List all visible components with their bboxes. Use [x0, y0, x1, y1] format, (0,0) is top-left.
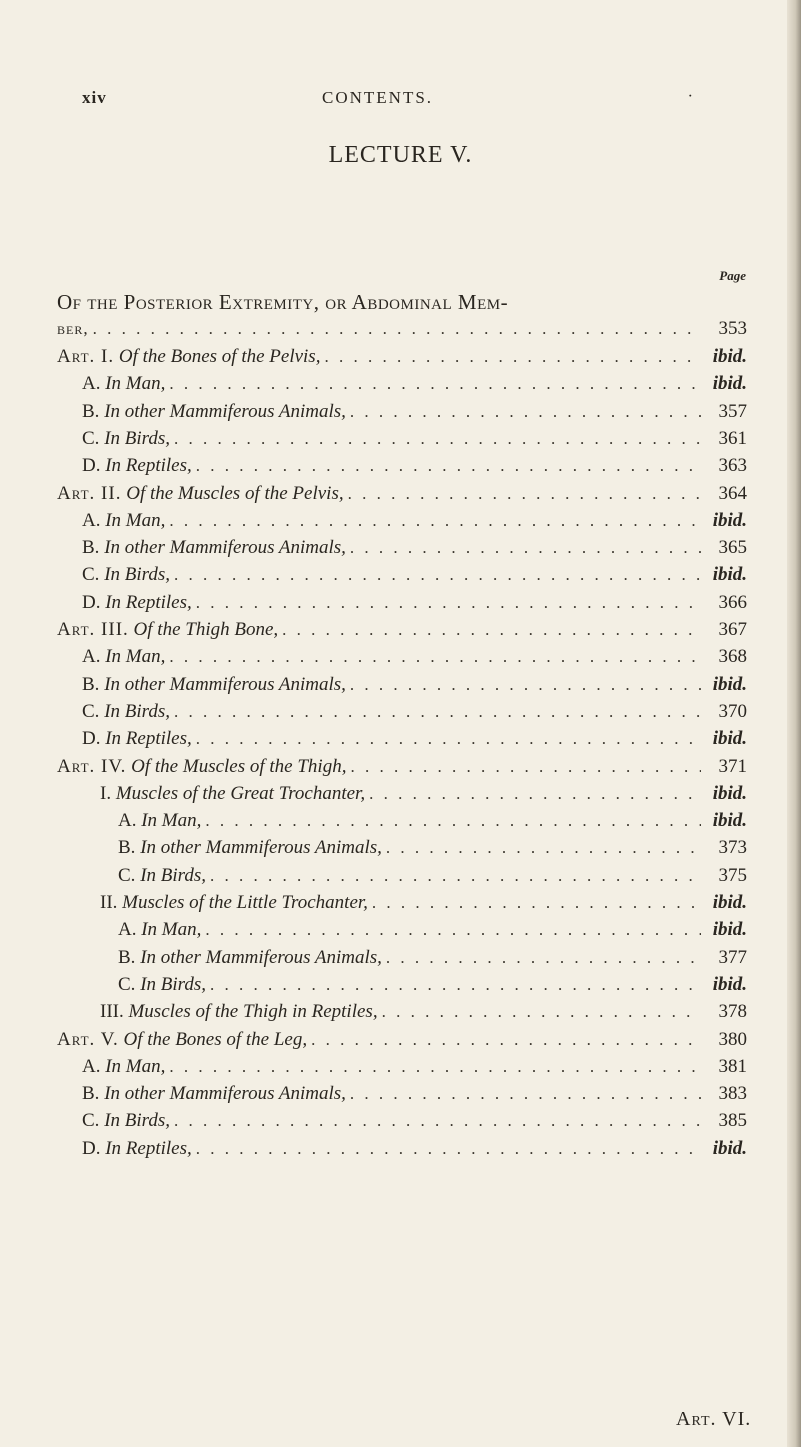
toc-entry-lead: [82, 646, 165, 668]
toc-entry-lead: [118, 947, 382, 969]
toc-entry-label: Art. II.: [57, 482, 122, 504]
toc-entry-lead: [100, 783, 365, 805]
toc-entry-lead: [82, 592, 192, 614]
toc-entry[interactable]: [100, 783, 747, 811]
toc-entry-lead: [82, 428, 170, 450]
leader-dots: [174, 702, 701, 722]
toc-entry-title: In other Mammiferous Animals,: [140, 946, 382, 968]
leader-dots: [386, 838, 701, 858]
toc-entry-label: A.: [118, 810, 137, 832]
toc-entry-page-number: 361: [718, 427, 747, 449]
toc-entry[interactable]: [57, 483, 747, 511]
leader-dots: [169, 647, 701, 667]
toc-entry-title: Of the Muscles of the Thigh,: [131, 755, 347, 777]
toc-entry-lead: [82, 1056, 165, 1078]
toc-entry-label: Art. IV.: [57, 755, 127, 777]
leader-dots: [382, 1002, 701, 1022]
toc-entry-page-number: ibid.: [712, 509, 747, 531]
leader-dots: [348, 484, 701, 504]
toc-entry-lead: [57, 483, 344, 505]
toc-entry[interactable]: [82, 401, 747, 429]
toc-entry-title: Muscles of the Thigh in Reptiles,: [128, 1001, 378, 1023]
toc-entry[interactable]: [118, 837, 747, 865]
toc-entry-title: In Reptiles,: [105, 1137, 192, 1159]
toc-entry-label: B.: [118, 946, 136, 968]
leader-dots: [350, 675, 701, 695]
toc-entry-title: Of the Bones of the Leg,: [123, 1028, 308, 1050]
toc-entry-label: B.: [82, 400, 100, 422]
toc-entry[interactable]: [82, 510, 747, 538]
toc-entry-page-number: ibid.: [712, 728, 747, 750]
leader-dots: [196, 456, 701, 476]
toc-entry-title: In Birds,: [104, 564, 170, 586]
leader-dots: [210, 975, 701, 995]
running-title: CONTENTS.: [322, 88, 434, 107]
toc-entry-label: A.: [82, 373, 101, 395]
toc-entry-label: C.: [82, 1110, 100, 1132]
toc-entry-page-number: ibid.: [712, 673, 747, 695]
toc-entry[interactable]: [57, 756, 747, 784]
toc-entry-page-number: 363: [718, 455, 747, 477]
toc-entry-lead: [100, 892, 368, 914]
toc-entry-page-number: ibid.: [712, 782, 747, 804]
toc-entry-page-number: 375: [718, 864, 747, 886]
toc-entry-label: A.: [82, 1055, 101, 1077]
leader-dots: [205, 811, 701, 831]
toc-entry-title: Of the Muscles of the Pelvis,: [126, 482, 344, 504]
toc-entry-title: Muscles of the Great Trochanter,: [115, 782, 366, 804]
toc-entry-title: In other Mammiferous Animals,: [140, 837, 382, 859]
toc-entry-title: In Man,: [141, 810, 202, 832]
toc-entry[interactable]: [82, 674, 747, 702]
toc-entry-lead: [82, 401, 346, 423]
toc-entry-title: In other Mammiferous Animals,: [104, 673, 346, 695]
toc-entry-page-number: 385: [718, 1110, 747, 1132]
toc-entry[interactable]: [82, 701, 747, 729]
leader-dots: [210, 866, 701, 886]
toc-entry-lead: [82, 1110, 170, 1132]
toc-entry-lead: [82, 1138, 192, 1160]
toc-entry-title: In Man,: [105, 1055, 166, 1077]
section-title: Of the Posterior Extremity, or Abdominal Mem-: [57, 290, 509, 314]
toc-entry[interactable]: [82, 564, 747, 592]
leader-dots: [369, 784, 701, 804]
toc-entry-lead: [118, 810, 201, 832]
toc-entry-lead: [57, 346, 320, 368]
toc-entry-lead: [82, 674, 346, 696]
leader-dots: [311, 1030, 701, 1050]
leader-dots: [174, 1111, 701, 1131]
leader-dots: [350, 538, 701, 558]
toc-entry-label: C.: [118, 973, 136, 995]
toc-entry[interactable]: [118, 974, 747, 1002]
toc-entry-lead: [118, 865, 206, 887]
toc-entry-lead: [57, 756, 346, 778]
toc-entry-lead: [82, 510, 165, 532]
corner-mark: ·: [687, 88, 693, 105]
toc-entry-page-number: 365: [718, 537, 747, 559]
toc-entry-label: II.: [100, 892, 118, 913]
toc-entry[interactable]: [82, 1110, 747, 1138]
leader-dots: [174, 429, 701, 449]
leader-dots: [386, 948, 701, 968]
toc-entry-title: In Birds,: [140, 973, 206, 995]
toc-entry-title: In Man,: [105, 373, 166, 395]
toc-entry-label: D.: [82, 591, 101, 613]
toc-entry[interactable]: [82, 1056, 747, 1084]
toc-entry-title: Of the Thigh Bone,: [133, 619, 279, 640]
toc-entry-title: In Man,: [105, 509, 166, 531]
toc-entry-page-number: ibid.: [712, 373, 747, 395]
page-column-label: Page: [719, 268, 746, 283]
toc-entry-label: A.: [118, 919, 137, 941]
toc-entry-label: D.: [82, 455, 101, 477]
toc-entry[interactable]: [82, 592, 747, 620]
toc-entry-lead: [82, 1083, 346, 1105]
section-page-number: 353: [718, 318, 747, 339]
toc-entry-page-number: 380: [718, 1028, 747, 1050]
toc-entry[interactable]: [118, 919, 747, 947]
toc-entry[interactable]: [82, 1083, 747, 1111]
toc-entry-page-number: 364: [718, 482, 747, 504]
toc-entry-lead: [82, 701, 170, 723]
toc-entry-title: In Birds,: [104, 700, 170, 722]
toc-entry[interactable]: [82, 537, 747, 565]
leader-dots: [196, 593, 701, 613]
toc-entry-lead: [118, 974, 206, 996]
toc-entry-page-number: 366: [718, 591, 747, 613]
toc-entry-page-number: 368: [718, 646, 747, 668]
leader-dots: [350, 1084, 701, 1104]
toc-entry-title: In other Mammiferous Animals,: [104, 1083, 346, 1105]
toc-entry[interactable]: [100, 1001, 747, 1029]
toc-entry-label: B.: [82, 537, 100, 559]
toc-entry-page-number: 381: [718, 1055, 747, 1077]
toc-entry-label: C.: [82, 427, 100, 449]
toc-entry[interactable]: [82, 373, 747, 401]
toc-entry-label: B.: [118, 837, 136, 859]
toc-entry[interactable]: [82, 1138, 747, 1166]
toc-entry[interactable]: [118, 865, 747, 893]
toc-entry[interactable]: [57, 619, 747, 647]
toc-entry-title: In Birds,: [104, 1110, 170, 1132]
catchword: Art. VI.: [676, 1408, 752, 1430]
toc-entry[interactable]: [100, 892, 747, 920]
section-title-continuation: ber,: [57, 319, 89, 338]
toc-entry-lead: [82, 728, 192, 750]
leader-dots: [350, 402, 701, 422]
toc-entry-title: Of the Bones of the Pelvis,: [118, 346, 321, 367]
toc-entry-page-number: ibid.: [712, 564, 747, 586]
toc-entry-page-number: ibid.: [712, 919, 747, 941]
toc-entry-page-number: 373: [718, 837, 747, 859]
toc-entry-label: C.: [82, 564, 100, 586]
toc-entry-page-number: 371: [718, 755, 747, 777]
toc-entry-page-number: 357: [718, 400, 747, 422]
toc-entry-lead: [118, 919, 201, 941]
toc-entry-lead: [57, 619, 278, 641]
leader-dots: [174, 565, 701, 585]
toc-entry-label: III.: [100, 1001, 124, 1023]
toc-entry-lead: [118, 837, 382, 859]
leader-dots: [169, 511, 701, 531]
toc-entry[interactable]: [118, 810, 747, 838]
toc-entry[interactable]: [82, 428, 747, 456]
leader-dots: [350, 757, 701, 777]
toc-entry-title: In Birds,: [140, 864, 206, 886]
toc-entry-title: In other Mammiferous Animals,: [104, 537, 346, 559]
toc-entry-label: A.: [82, 646, 101, 668]
toc-entry-title: In other Mammiferous Animals,: [104, 400, 346, 422]
leader-dots: [205, 920, 701, 940]
toc-entry-page-number: ibid.: [712, 1137, 747, 1159]
toc-entry[interactable]: [82, 646, 747, 674]
toc-entry-page-number: 370: [718, 700, 747, 722]
toc-entry[interactable]: [57, 346, 747, 374]
leader-dots: [372, 893, 701, 913]
toc-entry-title: In Reptiles,: [105, 728, 192, 750]
toc-entry[interactable]: [57, 1029, 747, 1057]
toc-entry-label: I.: [100, 782, 112, 804]
toc-entry-lead: [82, 373, 165, 395]
toc-entry[interactable]: [82, 728, 747, 756]
toc-entry-page-number: 378: [718, 1001, 747, 1023]
toc-entry-lead: [57, 1029, 307, 1051]
page-folio: xiv: [82, 88, 107, 107]
toc-entry-title: In Man,: [105, 646, 166, 668]
leader-dots: [324, 347, 701, 367]
toc-entry-title: In Reptiles,: [105, 591, 192, 613]
leader-dots: [196, 729, 701, 749]
toc-entry-page-number: ibid.: [712, 346, 747, 367]
leader-dots: [169, 374, 701, 394]
leader-dots: [282, 620, 701, 640]
toc-entry-lead: [82, 564, 170, 586]
toc-entry-label: C.: [82, 700, 100, 722]
toc-entry-page-number: 367: [718, 619, 747, 640]
toc-entry-title: In Reptiles,: [105, 455, 192, 477]
toc-entry-page-number: ibid.: [712, 892, 747, 913]
toc-entry-label: B.: [82, 673, 100, 695]
toc-entry-title: In Man,: [141, 919, 202, 941]
toc-entry-lead: [82, 537, 346, 559]
toc-entry-label: Art. V.: [57, 1028, 119, 1050]
toc-entry-page-number: 383: [718, 1083, 747, 1105]
toc-entry-title: Muscles of the Little Trochanter,: [122, 892, 368, 913]
toc-entry-label: Art. I.: [57, 346, 115, 367]
toc-entry-label: A.: [82, 509, 101, 531]
leader-dots: [196, 1139, 701, 1159]
toc-entry-label: C.: [118, 864, 136, 886]
toc-entry-label: B.: [82, 1083, 100, 1105]
toc-entry[interactable]: [82, 455, 747, 483]
toc-entry-lead: [82, 455, 192, 477]
toc-entry-page-number: ibid.: [712, 973, 747, 995]
toc-entry-label: D.: [82, 1137, 101, 1159]
toc-entry-label: Art. III.: [57, 619, 129, 640]
toc-entry-label: D.: [82, 728, 101, 750]
toc-entry[interactable]: [118, 947, 747, 975]
toc-entry-page-number: 377: [718, 946, 747, 968]
toc-entry-lead: [100, 1001, 378, 1023]
toc-entry-title: In Birds,: [104, 427, 170, 449]
toc-entry-page-number: ibid.: [712, 810, 747, 832]
leader-dots: [169, 1057, 701, 1077]
lecture-title: LECTURE V.: [328, 142, 473, 168]
